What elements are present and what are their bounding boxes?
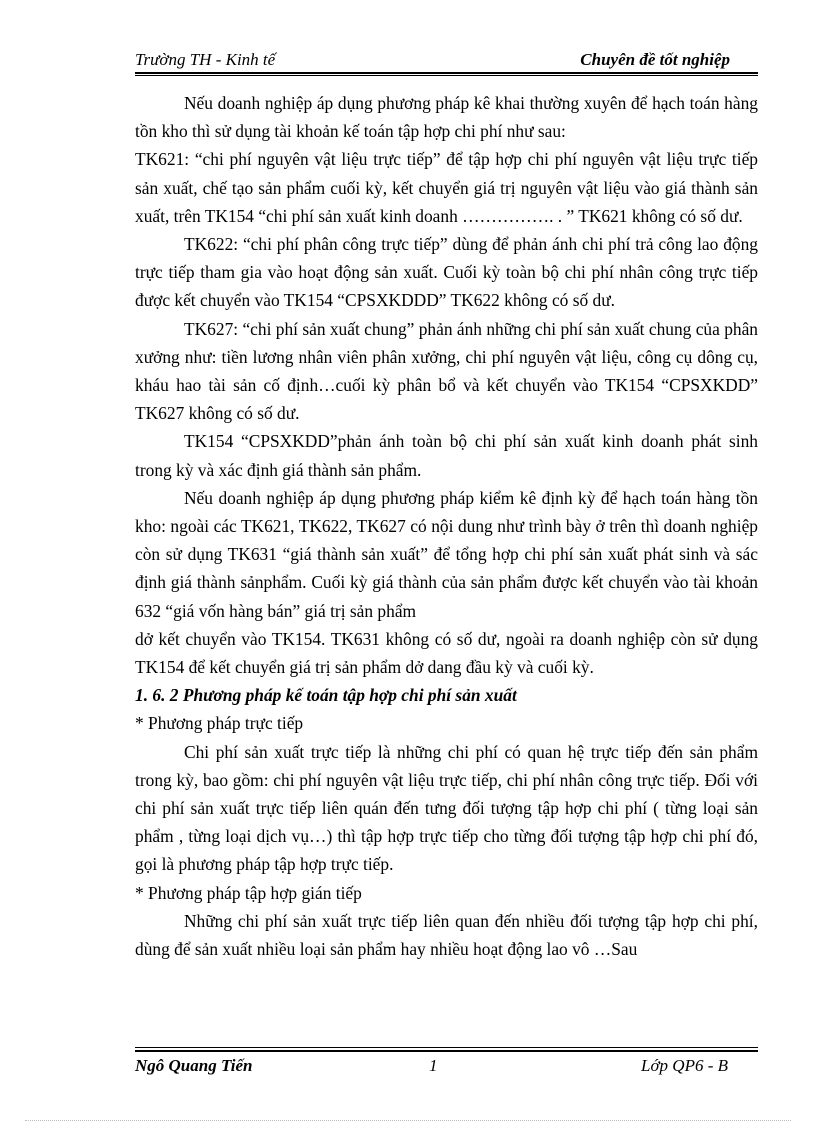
footer-class: Lớp QP6 - B — [641, 1056, 728, 1075]
paragraph-tk627: TK627: “chi phí sản xuất chung” phản ánh những chi phí sản xuất chung của phân xưởng như: tiền lương nhân viên phân xưởng, chi phí nguyên vật liệu, công cụ dông cụ, kháu hao tài sản cố định…cuối kỳ phân bổ và kết chuyển vào TK154 “CPSXKDD” TK627 không có số dư. — [135, 318, 758, 424]
page-footer — [135, 1056, 758, 1078]
paragraph-tk631: dở kết chuyển vào TK154. TK631 không có số dư, ngoài ra doanh nghiệp còn sử dụng TK154 để kết chuyển giá trị sản phẩm dở dang đầu kỳ và cuối kỳ. — [135, 628, 758, 678]
bullet-direct-method: * Phương pháp trực tiếp — [135, 713, 304, 734]
paragraph-tk621: TK621: “chi phí nguyên vật liệu trực tiếp” để tập hợp chi phí nguyên vật liệu trực tiếp sản xuất, chế tạo sản phẩm cuối kỳ, kết chuyển giá trị nguyên vật liệu vào giá thành sản xuất, trên TK154 “chi phí sản xuất kinh doanh ……………. . ” TK621 không có số dư. — [135, 149, 758, 226]
section-title: 1. 6. 2 Phương pháp kế toán tập hợp chi phí sản xuất — [135, 685, 517, 706]
footer-rule-thin — [135, 1047, 758, 1048]
footer-author: Ngô Quang Tiến — [135, 1056, 253, 1075]
header-rule-thick — [135, 72, 758, 74]
paragraph-periodic: Nếu doanh nghiệp áp dụng phương pháp kiểm kê định kỳ để hạch toán hàng tồn kho: ngoài các TK621, TK622, TK627 có nội dung như trình bày ở trên thì doanh nghiệp còn sử dụng TK631 “giá thành sản xuất” để tổng hợp chi phí sản xuất phát sinh và sác định giá thành sảnphẩm. Cuối kỳ giá thành của sản phẩm được kết chuyển vào tài khoản 632 “giá vốn hàng bán” giá trị sản phẩm — [135, 487, 758, 621]
footer-page-number: 1 — [429, 1056, 438, 1075]
paragraph-tk154: TK154 “CPSXKDD”phản ánh toàn bộ chi phí sản xuất kinh doanh phát sinh trong kỳ và xác định giá thành sản phẩm. — [135, 431, 758, 480]
header-doc-title: Chuyên đề tốt nghiệp — [580, 50, 730, 69]
header-rule-thin — [135, 75, 758, 76]
bullet-indirect-method: * Phương pháp tập hợp gián tiếp — [135, 882, 362, 903]
paragraph-tk622: TK622: “chi phí phân công trực tiếp” dùng để phản ánh chi phí trả công lao động trực tiếp tham gia vào hoạt động sản xuất. Cuối kỳ toàn bộ chi phí nhân công trực tiếp được kết chuyển vào TK154 “CPSXKDDD” TK622 không có số dư. — [135, 234, 758, 311]
paragraph-intro: Nếu doanh nghiệp áp dụng phương pháp kê khai thường xuyên để hạch toán hàng tồn kho thì sử dụng tài khoản kế toán tập hợp chi phí như sau: — [135, 93, 758, 142]
page-header — [135, 46, 758, 72]
page-bottom-dotted-line — [25, 1120, 791, 1121]
paragraph-indirect-method: Những chi phí sản xuất trực tiếp liên quan đến nhiều đối tượng tập hợp chi phí, dùng để sản xuất nhiều loại sản phẩm hay nhiều hoạt động lao vô …Sau — [135, 910, 758, 960]
document-body — [135, 89, 758, 963]
footer-rule-thick — [135, 1050, 758, 1052]
paragraph-direct-method: Chi phí sản xuất trực tiếp là những chi phí có quan hệ trực tiếp đến sản phẩm trong kỳ, bao gồm: chi phí nguyên vật liệu trực tiếp, chi phí nhân công trực tiếp. Đối với chi phí sản xuất trực tiếp liên quán đến tưng đối tượng tập hợp chi phí ( từng loại sản phẩm , từng loại dịch vụ…) thì tập hợp trực tiếp cho từng đối tượng tập hợp chi phí đó, gọi là phương pháp tập hợp trực tiếp. — [135, 741, 758, 875]
header-school: Trường TH - Kinh tế — [135, 50, 276, 69]
